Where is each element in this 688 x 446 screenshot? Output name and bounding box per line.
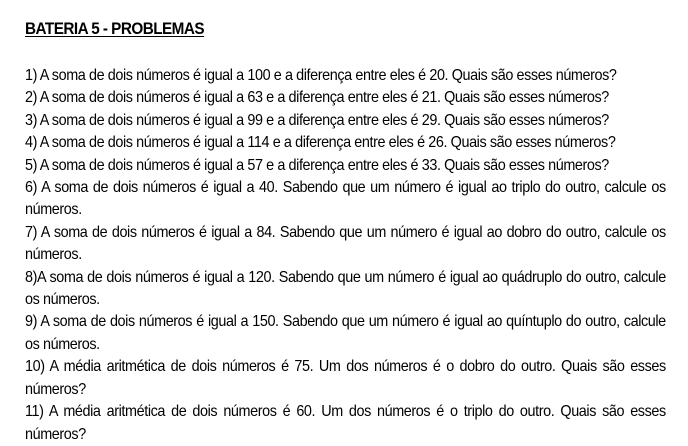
problem-item-6: 6) A soma de dois números é igual a 40. Sabendo que um número é igual ao triplo do outro, calcule os números.	[25, 179, 666, 219]
problem-list	[25, 65, 666, 446]
problem-item-3: 3) A soma de dois números é igual a 99 e a diferença entre eles é 29. Quais são esses números?	[25, 111, 609, 129]
problem-item-11: 11) A média aritmética de dois números é 60. Um dos números é o triplo do outro. Quais são esses números?	[25, 403, 666, 443]
problem-item-8: 8)A soma de dois números é igual a 120. Sabendo que um número é igual ao quádruplo do outro, calcule os números.	[25, 268, 666, 309]
document-title: BATERIA 5 - PROBLEMAS	[25, 19, 205, 38]
problem-item-4: 4) A soma de dois números é igual a 114 e a diferença entre eles é 26. Quais são esses números?	[25, 134, 616, 152]
problem-item-5: 5) A soma de dois números é igual a 57 e a diferença entre eles é 33. Quais são esses números?	[25, 156, 609, 174]
problem-item-2: 2) A soma de dois números é igual a 63 e a diferença entre eles é 21. Quais são esses números?	[25, 89, 609, 107]
problem-item-10: 10) A média aritmética de dois números é 75. Um dos números é o dobro do outro. Quais são esses números?	[25, 358, 666, 398]
problem-item-9: 9) A soma de dois números é igual a 150. Sabendo que um número é igual ao quíntuplo do outro, calcule os números.	[25, 313, 666, 353]
problem-item-7: 7) A soma de dois números é igual a 84. Sabendo que um número é igual ao dobro do outro, calcule os números.	[25, 223, 666, 264]
problem-item-1: 1) A soma de dois números é igual a 100 e a diferença entre eles é 20. Quais são esses números?	[25, 67, 617, 84]
